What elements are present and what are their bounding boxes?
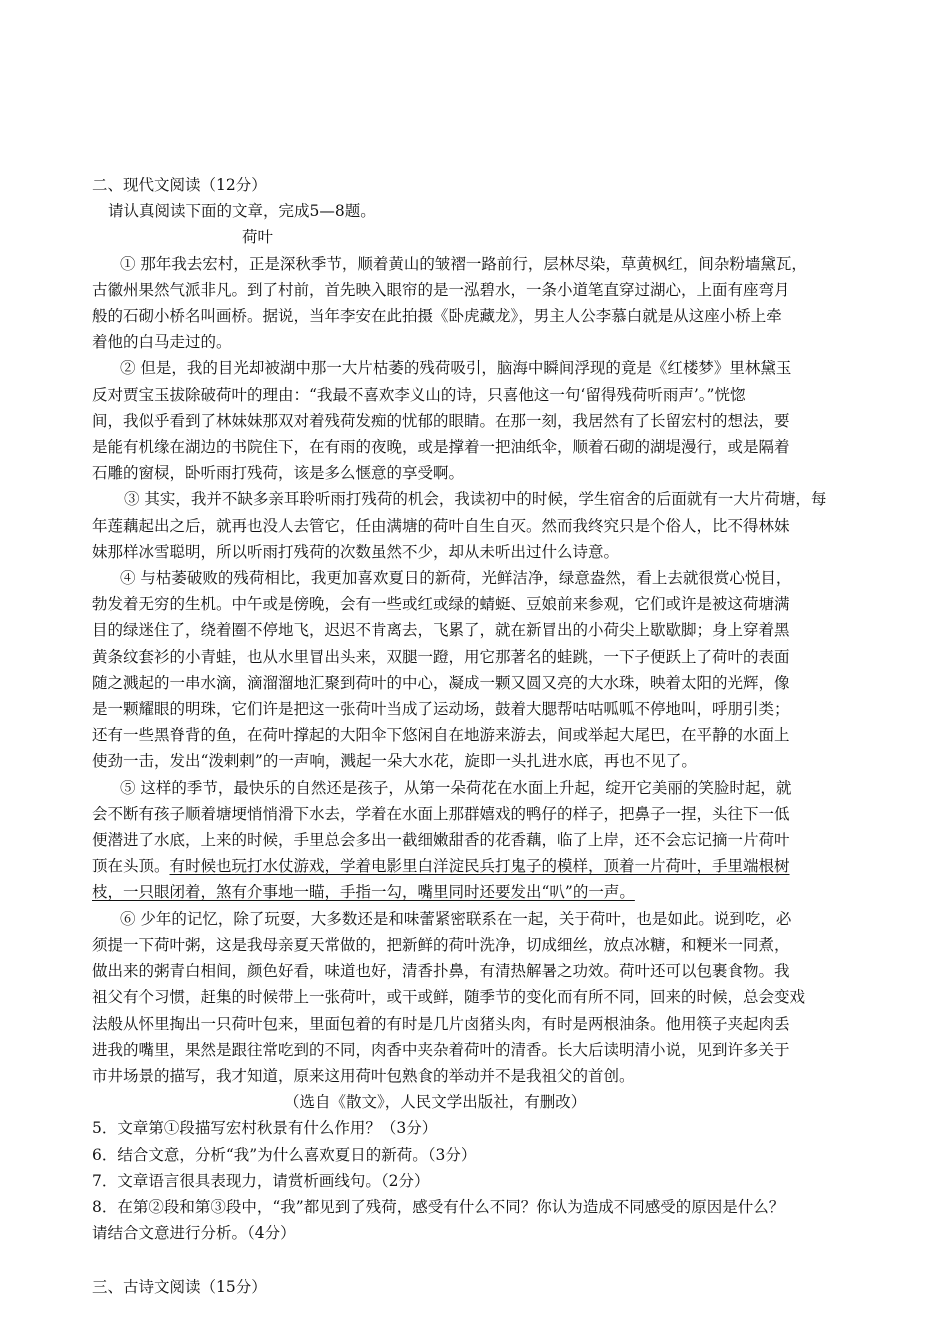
question-8-continued: 请结合文意进行分析。（4分） — [92, 1224, 296, 1243]
paragraph-line: ① 那年我去宏村，正是深秋季节，顺着黄山的皱褶一路前行，层林尽染，草黄枫红，间杂粉墙黛瓦， — [120, 254, 807, 273]
paragraph-line-text: 顶在头顶。 — [92, 857, 170, 876]
paragraph-line: 间，我似乎看到了林妹妹那双对着残荷发痴的忧郁的眼睛。在那一刻，我居然有了长留宏村的想法，要 — [92, 411, 790, 430]
paragraph-line: 是一颗耀眼的明珠，它们许是把这一张荷叶当成了运动场，鼓着大腮帮咕咕呱呱不停地叫，呼朋引类； — [92, 700, 790, 719]
paragraph-line: 是能有机缘在湖边的书院住下，在有雨的夜晚，或是撑着一把油纸伞，顺着石砌的湖堤漫行，或是隔着 — [92, 438, 790, 457]
paragraph-3 — [92, 486, 862, 565]
paragraph-2 — [92, 355, 862, 486]
paragraph-line: 还有一些黑脊背的鱼，在荷叶撑起的大阳伞下悠闲自在地游来游去，间或举起大尾巴，在平静的水面上 — [92, 726, 790, 745]
question-list — [92, 1115, 862, 1246]
paragraph-line: ② 但是，我的目光却被湖中那一大片枯萎的残荷吸引，脑海中瞬间浮现的竟是《红楼梦》里林黛玉 — [120, 359, 792, 378]
paragraph-line: 黄条纹套衫的小青蛙，也从水里冒出头来，双腿一蹬，用它那著名的蛙跳，一下子便跃上了荷叶的表面 — [92, 647, 790, 666]
paragraph-line: 随之溅起的一串水滴，滴溜溜地汇聚到荷叶的中心，凝成一颗又圆又亮的大水珠，映着太阳的光辉，像 — [92, 673, 790, 692]
paragraph-line: ⑤ 这样的季节，最快乐的自然还是孩子，从第一朵荷花在水面上升起，绽开它美丽的笑脸时起，就 — [120, 778, 792, 797]
paragraph-line: 进我的嘴里，果然是跟往常吃到的不同，肉香中夹杂着荷叶的清香。长大后读明清小说，见到许多关于 — [92, 1040, 790, 1059]
paragraph-line: 祖父有个习惯，赶集的时候带上一张荷叶，或干或鲜，随季节的变化而有所不同，回来的时候，总会变戏 — [92, 988, 806, 1007]
paragraph-line: 须提一下荷叶粥，这是我母亲夏天常做的，把新鲜的荷叶洗净，切成细丝，放点冰糖，和粳米一同煮， — [92, 935, 790, 954]
paragraph-line: 般的石砌小桥名叫画桥。据说，当年李安在此拍摄《卧虎藏龙》，男主人公李慕白就是从这座小桥上牵 — [92, 307, 782, 326]
document-content — [92, 172, 862, 1301]
question-6: 6．结合文意，分析“我”为什么喜欢夏日的新荷。（3分） — [92, 1145, 477, 1164]
paragraph-line: 法般从怀里掏出一只荷叶包来，里面包着的有时是几片卤猪头肉，有时是两根油条。他用筷子夹起肉丢 — [92, 1014, 790, 1033]
section-gap — [92, 1246, 862, 1274]
paragraph-6 — [92, 906, 862, 1089]
reading-instruction: 请认真阅读下面的文章，完成5—8题。 — [108, 202, 376, 221]
essay-title: 荷叶 — [242, 228, 274, 247]
question-5: 5．文章第①段描写宏村秋景有什么作用？（3分） — [92, 1119, 438, 1138]
underlined-sentence: 有时候也玩打水仗游戏，学着电影里白洋淀民兵打鬼子的模样，顶着一片荷叶，手里端根树 — [169, 857, 790, 876]
source-citation: （选自《散文》，人民文学出版社，有删改） — [284, 1093, 587, 1112]
paragraph-line: 便潜进了水底，上来的时候，手里总会多出一截细嫩甜香的花香藕，临了上岸，还不会忘记摘一片荷叶 — [92, 831, 790, 850]
paragraph-line: 着他的白马走过的。 — [92, 333, 232, 352]
paragraph-line: ⑥ 少年的记忆，除了玩耍，大多数还是和味蕾紧密联系在一起，关于荷叶，也是如此。说到吃，必 — [120, 909, 792, 928]
paragraph-line: 石雕的窗棂，卧听雨打残荷，该是多么惬意的享受啊。 — [92, 464, 465, 483]
paragraph-line: 目的绿迷住了，绕着圈不停地飞，迟迟不肯离去，飞累了，就在新冒出的小荷尖上歇歇脚；身上穿着黑 — [92, 621, 790, 640]
paragraph-line: 做出来的粥青白相间，颜色好看，味道也好，清香扑鼻，有清热解暑之功效。荷叶还可以包裹食物。我 — [92, 962, 790, 981]
paragraph-line: 勃发着无穷的生机。中午或是傍晚，会有一些或红或绿的蜻蜓、豆娘前来参观，它们或许是被这荷塘满 — [92, 595, 790, 614]
paragraph-line: 妹那样冰雪聪明，所以听雨打残荷的次数虽然不少，却从未听出过什么诗意。 — [92, 542, 620, 561]
paragraph-line: 会不断有孩子顺着塘埂悄悄滑下水去，学着在水面上那群嬉戏的鸭仔的样子，把鼻子一捏，头往下一低 — [92, 804, 790, 823]
paragraph-line: ③ 其实，我并不缺多亲耳聆听雨打残荷的机会，我读初中的时候，学生宿舍的后面就有一大片荷塘，每 — [124, 490, 827, 509]
paragraph-line: 年莲藕起出之后，就再也没人去管它，任由满塘的荷叶自生自灭。然而我终究只是个俗人，比不得林妹 — [92, 516, 790, 535]
paragraph-1 — [92, 251, 862, 356]
paragraph-line-with-underline — [92, 853, 862, 879]
paragraph-4 — [92, 565, 862, 775]
paragraph-5 — [92, 775, 862, 906]
question-8: 8．在第②段和第③段中，“我”都见到了残荷，感受有什么不同？你认为造成不同感受的原因是什么？ — [92, 1197, 785, 1216]
paragraph-line: 市井场景的描写，我才知道，原来这用荷叶包熟食的举动并不是我祖父的首创。 — [92, 1066, 635, 1085]
underlined-sentence-continued: 枝，一只眼闭着，煞有介事地一瞄，手指一勾，嘴里同时还要发出“叭”的一声。 — [92, 883, 635, 902]
question-7: 7．文章语言很具表现力，请赏析画线句。（2分） — [92, 1171, 430, 1190]
section-title-classical-reading: 三、古诗文阅读（15分） — [92, 1278, 267, 1297]
section-title-modern-reading: 二、现代文阅读（12分） — [92, 176, 267, 194]
paragraph-line: 使劲一击，发出“泼剌剌”的一声响，溅起一朵大水花，旋即一头扎进水底，再也不见了。 — [92, 752, 697, 771]
paragraph-line: 古徽州果然气派非凡。到了村前，首先映入眼帘的是一泓碧水，一条小道笔直穿过湖心，上面有座弯月 — [92, 280, 790, 299]
paragraph-line: 反对贾宝玉拔除破荷叶的理由：“我最不喜欢李义山的诗，只喜他这一句‘留得残荷听雨声’。”恍惚 — [92, 385, 746, 404]
paragraph-line: ④ 与枯萎破败的残荷相比，我更加喜欢夏日的新荷，光鲜洁净，绿意盎然，看上去就很赏心悦目， — [120, 569, 792, 588]
